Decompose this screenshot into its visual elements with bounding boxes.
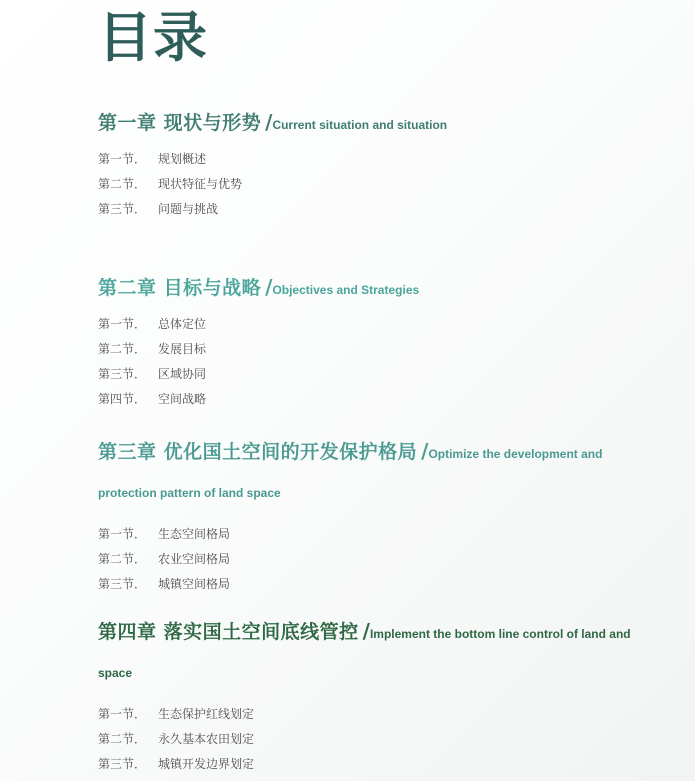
chapter-subtitle: Optimize the development and protection pattern of land space bbox=[98, 447, 603, 500]
page-title: 目录 bbox=[98, 6, 208, 69]
section-label: 发展目标 bbox=[158, 342, 207, 356]
section-label: 城镇开发边界划定 bbox=[158, 757, 255, 771]
section-item[interactable] bbox=[98, 147, 658, 172]
section-item[interactable] bbox=[98, 572, 658, 597]
section-label: 城镇空间格局 bbox=[158, 577, 231, 591]
section-number: 第二节． bbox=[98, 177, 147, 191]
chapter-subtitle: Implement the bottom line control of land and space bbox=[98, 627, 631, 680]
section-number: 第三节． bbox=[98, 757, 147, 771]
section-label: 问题与挑战 bbox=[158, 202, 219, 216]
section-item[interactable] bbox=[98, 337, 658, 362]
section-number: 第一节． bbox=[98, 707, 147, 721]
section-list bbox=[98, 147, 658, 222]
section-item[interactable] bbox=[98, 727, 658, 752]
section-number: 第一节． bbox=[98, 527, 147, 541]
section-list bbox=[98, 522, 658, 597]
section-label: 区域协同 bbox=[158, 367, 207, 381]
section-number: 第二节． bbox=[98, 732, 147, 746]
section-number: 第三节． bbox=[98, 367, 147, 381]
section-label: 总体定位 bbox=[158, 317, 207, 331]
section-item[interactable] bbox=[98, 702, 658, 727]
section-item[interactable] bbox=[98, 547, 658, 572]
chapter-heading[interactable] bbox=[98, 269, 658, 309]
section-number: 第一节． bbox=[98, 152, 147, 166]
chapter-heading[interactable] bbox=[98, 613, 658, 692]
chapter-slash: / bbox=[265, 275, 273, 299]
section-item[interactable] bbox=[98, 387, 658, 412]
chapter-1 bbox=[98, 104, 658, 222]
chapter-heading[interactable] bbox=[98, 104, 658, 144]
chapter-slash: / bbox=[421, 439, 429, 463]
chapter-slash: / bbox=[362, 619, 370, 643]
chapter-title: 第二章 目标与战略 bbox=[98, 277, 262, 299]
section-number: 第三节． bbox=[98, 202, 147, 216]
section-number: 第二节． bbox=[98, 552, 147, 566]
section-item[interactable] bbox=[98, 362, 658, 387]
section-number: 第三节． bbox=[98, 577, 147, 591]
chapter-heading[interactable] bbox=[98, 433, 658, 512]
section-item[interactable] bbox=[98, 197, 658, 222]
section-label: 空间战略 bbox=[158, 392, 207, 406]
chapter-subtitle: Objectives and Strategies bbox=[272, 283, 420, 297]
chapter-title: 第四章 落实国土空间底线管控 bbox=[98, 621, 359, 643]
section-label: 生态保护红线划定 bbox=[158, 707, 255, 721]
section-number: 第四节． bbox=[98, 392, 147, 406]
chapter-title: 第三章 优化国土空间的开发保护格局 bbox=[98, 441, 418, 463]
chapter-4 bbox=[98, 613, 658, 777]
section-list bbox=[98, 312, 658, 412]
section-item[interactable] bbox=[98, 522, 658, 547]
section-label: 生态空间格局 bbox=[158, 527, 231, 541]
chapter-slash: / bbox=[265, 110, 273, 134]
section-label: 农业空间格局 bbox=[158, 552, 231, 566]
section-list bbox=[98, 702, 658, 777]
section-item[interactable] bbox=[98, 172, 658, 197]
section-number: 第一节． bbox=[98, 317, 147, 331]
section-item[interactable] bbox=[98, 752, 658, 777]
chapter-3 bbox=[98, 433, 658, 597]
section-item[interactable] bbox=[98, 312, 658, 337]
section-label: 永久基本农田划定 bbox=[158, 732, 255, 746]
chapter-title: 第一章 现状与形势 bbox=[98, 112, 262, 134]
section-label: 规划概述 bbox=[158, 152, 207, 166]
chapter-subtitle: Current situation and situation bbox=[272, 118, 448, 132]
section-number: 第二节． bbox=[98, 342, 147, 356]
chapter-2 bbox=[98, 269, 658, 412]
section-label: 现状特征与优势 bbox=[158, 177, 243, 191]
